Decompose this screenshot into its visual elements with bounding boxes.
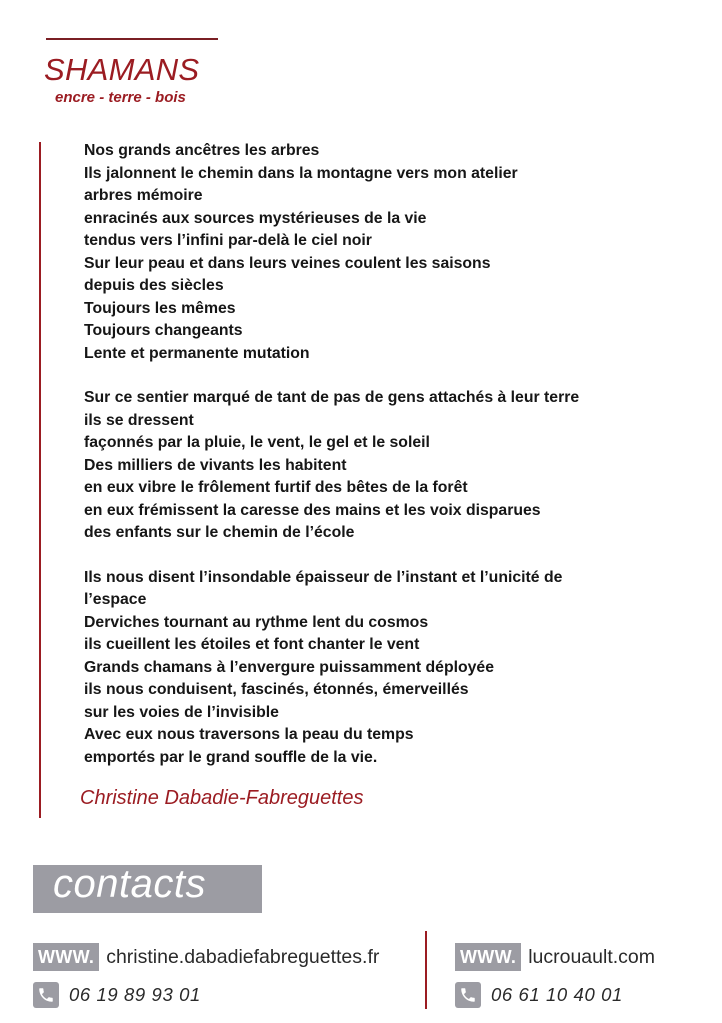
- poem-line: sur les voies de l’invisible: [84, 703, 279, 721]
- phone-number-left[interactable]: 06 19 89 93 01: [69, 984, 201, 1005]
- poem-author: Christine Dabadie-Fabreguettes: [80, 787, 364, 809]
- poem-line: ils cueillent les étoiles et font chanter le vent: [84, 636, 420, 653]
- poem-line: Ils jalonnent le chemin dans la montagne vers mon atelier: [84, 164, 518, 182]
- poem-line: ils se dressent: [84, 411, 194, 429]
- header-rule: [46, 38, 218, 40]
- contact-left: [33, 940, 379, 1012]
- website-row-right[interactable]: [455, 940, 655, 974]
- poem-line: Sur leur peau et dans leurs veines coulent les saisons: [84, 254, 491, 272]
- poem-line: ils nous conduisent, fascinés, étonnés, émerveillés: [84, 681, 469, 698]
- poem: [84, 140, 684, 791]
- poem-line: arbres mémoire: [84, 187, 203, 204]
- phone-number-right[interactable]: 06 61 10 40 01: [491, 984, 623, 1005]
- poem-line: enracinés aux sources mystérieuses de la vie: [84, 209, 427, 227]
- website-link-right[interactable]: lucrouault.com: [528, 945, 655, 968]
- phone-icon: [455, 982, 481, 1008]
- poem-line: Lente et permanente mutation: [84, 344, 310, 362]
- poem-line: emportés par le grand souffle de la vie.: [84, 748, 378, 766]
- poem-line: des enfants sur le chemin de l’école: [84, 524, 355, 541]
- poem-line: Des milliers de vivants les habitent: [84, 456, 347, 474]
- poem-stanza-1: [84, 140, 684, 365]
- page-title: SHAMANS: [44, 52, 200, 87]
- poem-line: l’espace: [84, 591, 147, 608]
- poem-line: en eux vibre le frôlement furtif des bêtes de la forêt: [84, 479, 468, 496]
- poem-side-rule: [39, 142, 41, 818]
- poem-line: Ils nous disent l’insondable épaisseur de l’instant et l’unicité de: [84, 568, 563, 586]
- contacts-divider: [425, 931, 427, 1009]
- website-row-left[interactable]: [33, 940, 379, 974]
- poem-line: Derviches tournant au rythme lent du cosmos: [84, 613, 429, 631]
- poem-stanza-3: [84, 567, 684, 770]
- phone-icon: [33, 982, 59, 1008]
- poem-line: depuis des siècles: [84, 277, 224, 294]
- poem-stanza-2: [84, 387, 684, 545]
- contacts-heading: contacts: [53, 862, 206, 906]
- contact-right: [455, 940, 655, 1012]
- poem-line: Toujours les mêmes: [84, 299, 236, 317]
- poem-line: façonnés par la pluie, le vent, le gel et le soleil: [84, 434, 430, 451]
- poem-line: Nos grands ancêtres les arbres: [84, 142, 320, 159]
- page-subtitle: encre - terre - bois: [55, 89, 186, 106]
- poem-line: Grands chamans à l’envergure puissamment déployée: [84, 658, 494, 676]
- phone-row-left[interactable]: [33, 978, 379, 1012]
- phone-row-right[interactable]: [455, 978, 655, 1012]
- poem-line: Sur ce sentier marqué de tant de pas de gens attachés à leur terre: [84, 389, 580, 406]
- www-badge: WWW.: [455, 943, 521, 971]
- www-badge: WWW.: [33, 943, 99, 971]
- website-link-left[interactable]: christine.dabadiefabreguettes.fr: [106, 945, 380, 968]
- poem-line: tendus vers l’infini par-delà le ciel noir: [84, 232, 372, 249]
- poem-line: Avec eux nous traversons la peau du temps: [84, 726, 414, 743]
- poem-line: Toujours changeants: [84, 322, 243, 339]
- poem-line: en eux frémissent la caresse des mains et les voix disparues: [84, 501, 541, 519]
